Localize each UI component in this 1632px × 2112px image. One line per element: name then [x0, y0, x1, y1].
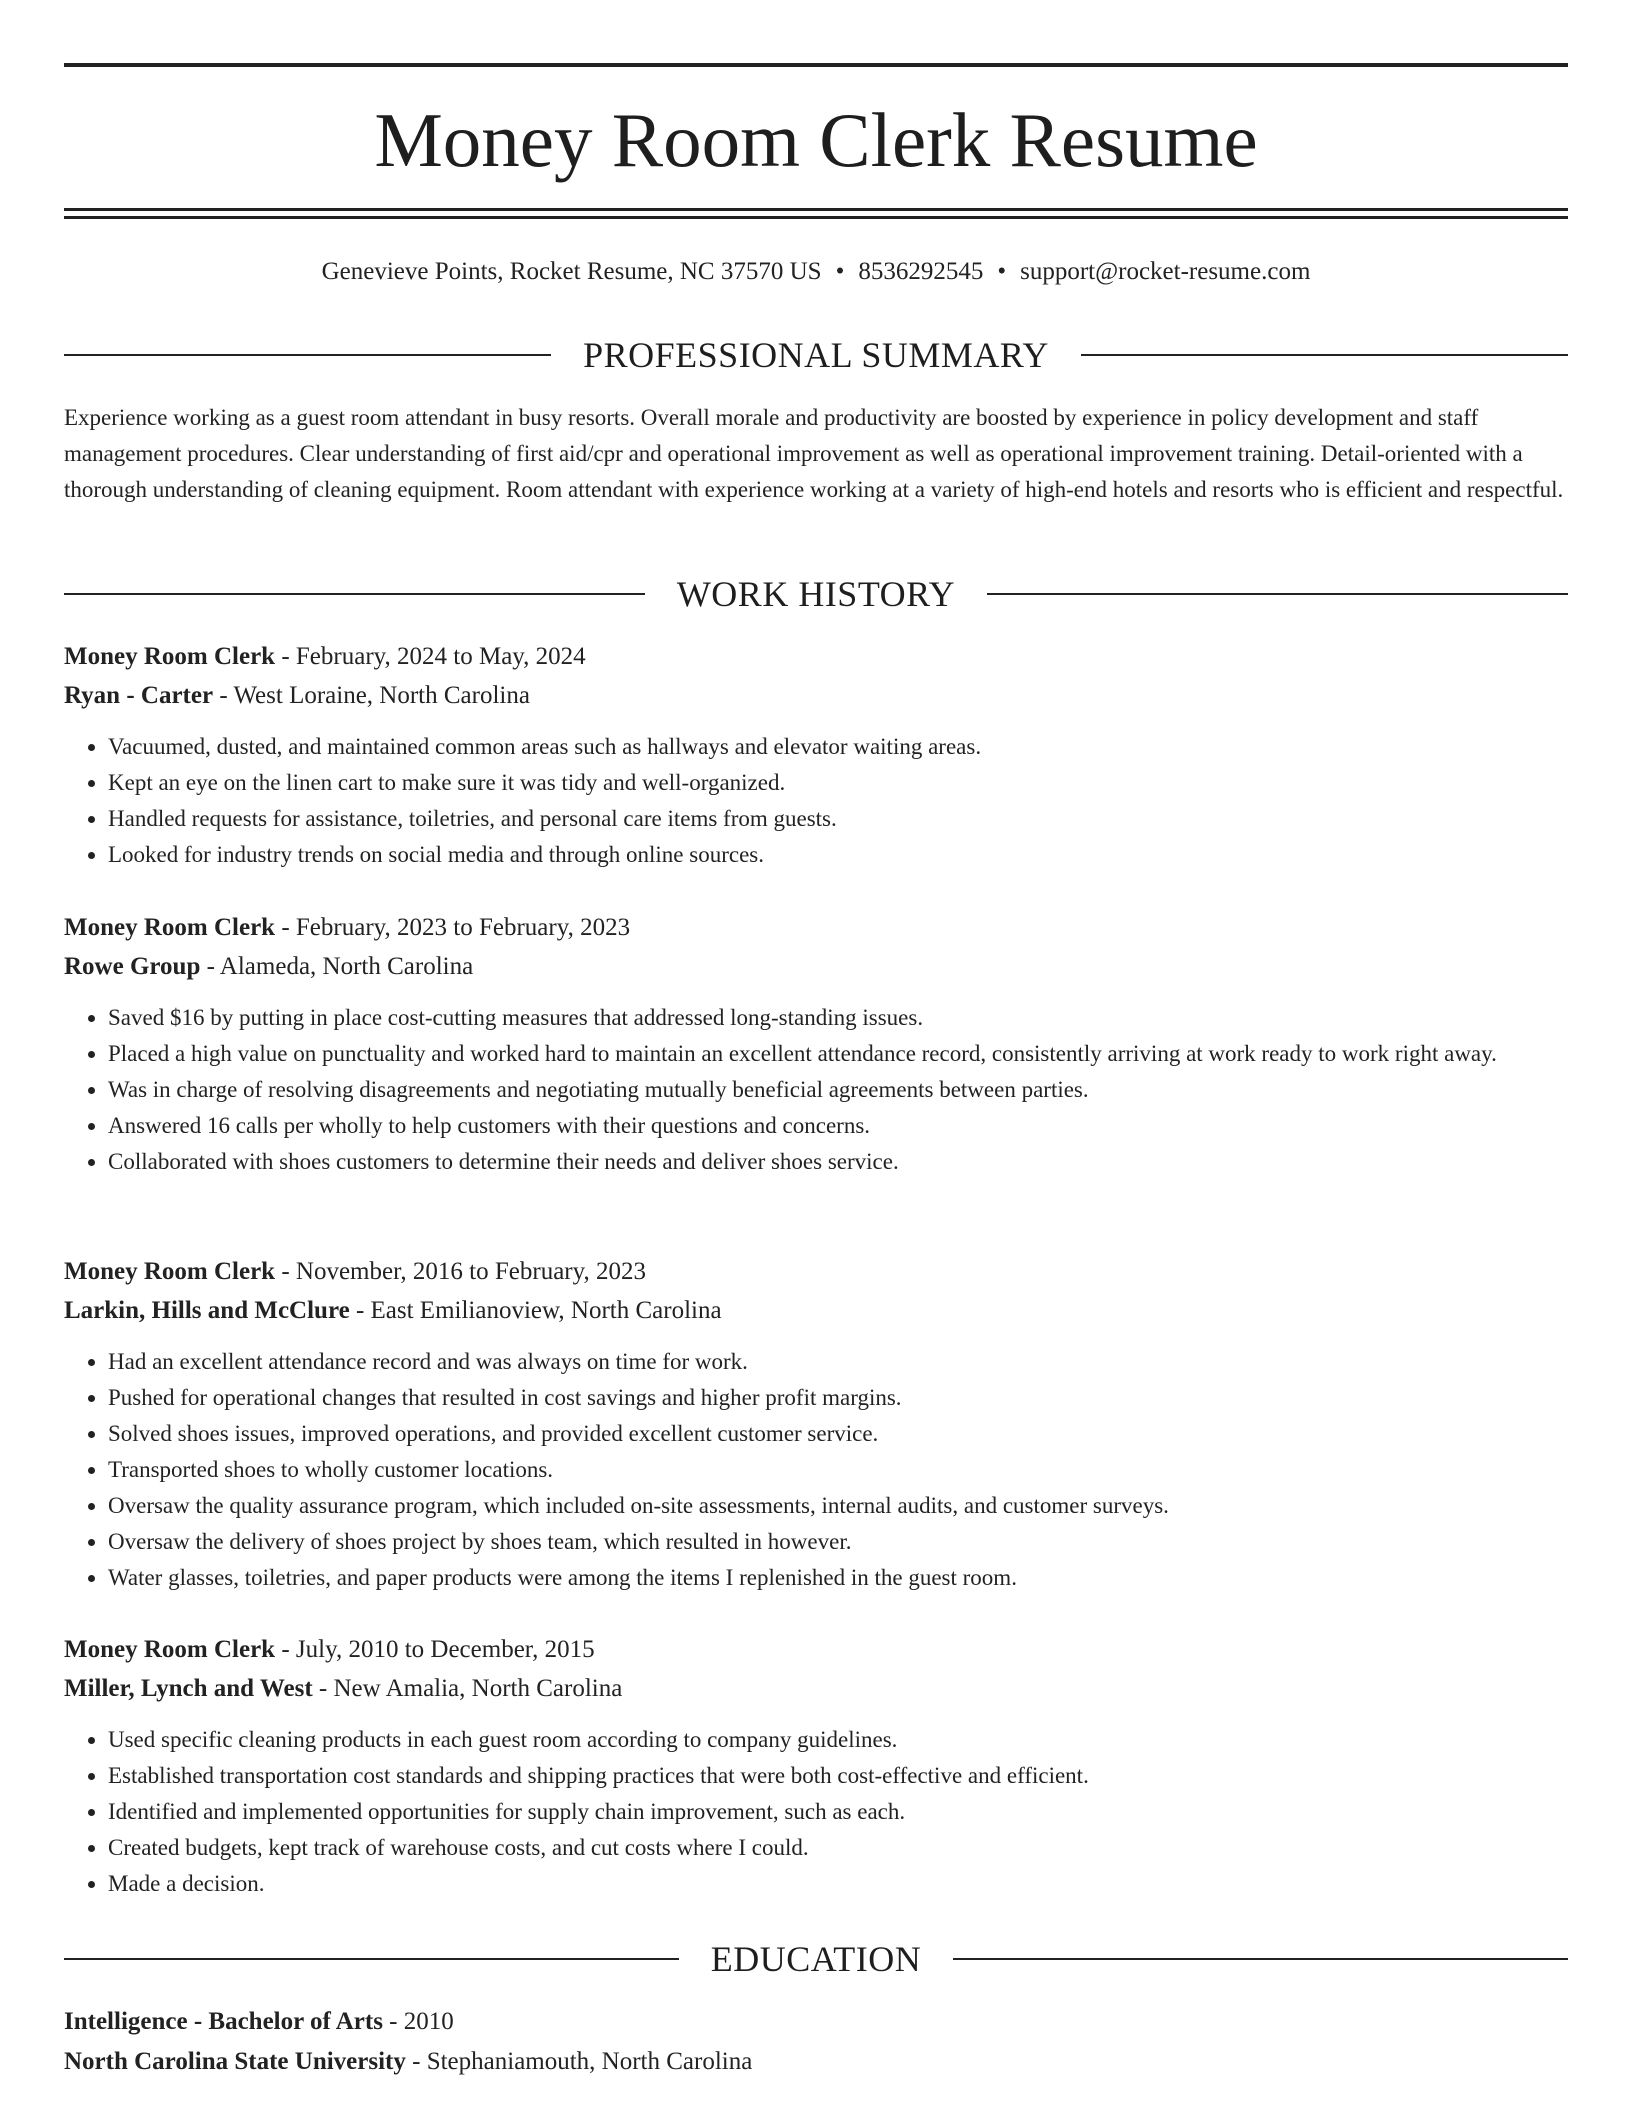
work-history-heading-label: WORK HISTORY — [676, 574, 956, 614]
job-bullet: • Used specific cleaning products in each guest room according to company guidelines. — [108, 1722, 1568, 1758]
job-company-line — [64, 1669, 1568, 1708]
title-rule-upper — [64, 208, 1568, 211]
heading-rule-left — [64, 593, 645, 595]
job-company: Miller, Lynch and West — [64, 1675, 313, 1702]
contact-separator: • — [835, 258, 845, 285]
resume-title: Money Room Clerk Resume — [374, 97, 1258, 183]
job-bullet: • Was in charge of resolving disagreements and negotiating mutually beneficial agreements between parties. — [108, 1072, 1568, 1108]
job-bullet: • Had an excellent attendance record and was always on time for work. — [108, 1344, 1568, 1380]
job-company: Rowe Group — [64, 953, 201, 980]
job-title-line — [64, 637, 1568, 676]
contact-line — [64, 252, 1568, 292]
job-title: Money Room Clerk — [64, 1258, 276, 1285]
job-company-line — [64, 676, 1568, 715]
job-company: Larkin, Hills and McClure — [64, 1297, 350, 1324]
summary-heading-label: PROFESSIONAL SUMMARY — [583, 335, 1049, 375]
job-dates: - February, 2024 to May, 2024 — [275, 643, 586, 670]
job-title: Money Room Clerk — [64, 643, 276, 670]
summary-text: Experience working as a guest room attendant in busy resorts. Overall morale and productivity are boosted by experience in policy development and staff management procedures. Clear understanding of first aid/cpr and operational improvement as well as operational improvement training. Detail-oriented with a thorough understanding of cleaning equipment. Room attendant with experience working at a variety of high-end hotels and resorts who is efficient and respectful. — [64, 405, 1564, 502]
job-bullets — [64, 1722, 1568, 1902]
title-rule-lower — [64, 216, 1568, 219]
education-degree: Intelligence - Bachelor of Arts — [64, 2008, 383, 2035]
job-company-line — [64, 1291, 1568, 1330]
job-bullets — [64, 1000, 1568, 1180]
summary-heading — [64, 330, 1568, 380]
job-bullet: • Placed a high value on punctuality and worked hard to maintain an excellent attendance record, consistently arriving at work ready to work right away. — [108, 1036, 1568, 1072]
education-year: - 2010 — [382, 2008, 454, 2035]
heading-rule-right — [1081, 354, 1568, 356]
job-bullet: • Oversaw the quality assurance program, which included on-site assessments, internal audits, and customer surveys. — [108, 1488, 1568, 1524]
job-bullet: • Transported shoes to wholly customer locations. — [108, 1452, 1568, 1488]
job-bullet: • Kept an eye on the linen cart to make sure it was tidy and well-organized. — [108, 765, 1568, 801]
job-location: - East Emilianoview, North Carolina — [349, 1297, 722, 1324]
job-bullet: • Identified and implemented opportunities for supply chain improvement, such as each. — [108, 1794, 1568, 1830]
contact-separator: • — [997, 258, 1007, 285]
contact-phone: 8536292545 — [858, 258, 984, 285]
job-bullet: • Established transportation cost standards and shipping practices that were both cost-effective and efficient. — [108, 1758, 1568, 1794]
job-bullet: • Looked for industry trends on social media and through online sources. — [108, 837, 1568, 873]
job-dates: - February, 2023 to February, 2023 — [275, 914, 631, 941]
job-company-line — [64, 947, 1568, 986]
contact-email: support@rocket-resume.com — [1020, 258, 1311, 285]
job-title-line — [64, 908, 1568, 947]
education-degree-line — [64, 2002, 1568, 2042]
heading-rule-left — [64, 1958, 679, 1960]
job-bullet: • Saved $16 by putting in place cost-cutting measures that addressed long-standing issues. — [108, 1000, 1568, 1036]
job-bullet: • Oversaw the delivery of shoes project by shoes team, which resulted in however. — [108, 1524, 1568, 1560]
job-bullet: • Solved shoes issues, improved operations, and provided excellent customer service. — [108, 1416, 1568, 1452]
job-bullets — [64, 729, 1568, 873]
job-bullet: • Pushed for operational changes that resulted in cost savings and higher profit margins. — [108, 1380, 1568, 1416]
job-bullet: • Answered 16 calls per wholly to help customers with their questions and concerns. — [108, 1108, 1568, 1144]
education-entry — [64, 2002, 1568, 2082]
job-entry-1 — [64, 637, 1568, 873]
education-school: North Carolina State University — [64, 2048, 406, 2075]
job-bullet: • Created budgets, kept track of warehouse costs, and cut costs where I could. — [108, 1830, 1568, 1866]
work-history-heading — [64, 569, 1568, 619]
job-title-line — [64, 1252, 1568, 1291]
job-entry-3 — [64, 1252, 1568, 1596]
job-bullet: • Water glasses, toiletries, and paper products were among the items I replenished in the guest room. — [108, 1560, 1568, 1596]
education-heading-label: EDUCATION — [710, 1939, 922, 1979]
heading-rule-left — [64, 354, 551, 356]
job-entry-4 — [64, 1630, 1568, 1902]
education-heading — [64, 1934, 1568, 1984]
education-location: - Stephaniamouth, North Carolina — [405, 2048, 753, 2075]
job-bullet: • Made a decision. — [108, 1866, 1568, 1902]
education-school-line — [64, 2042, 1568, 2082]
job-entry-2 — [64, 908, 1568, 1180]
job-title-line — [64, 1630, 1568, 1669]
contact-address: Genevieve Points, Rocket Resume, NC 37570 US — [321, 258, 822, 285]
job-title: Money Room Clerk — [64, 1636, 276, 1663]
job-dates: - November, 2016 to February, 2023 — [275, 1258, 646, 1285]
job-title: Money Room Clerk — [64, 914, 276, 941]
job-dates: - July, 2010 to December, 2015 — [275, 1636, 595, 1663]
job-bullet: • Collaborated with shoes customers to determine their needs and deliver shoes service. — [108, 1144, 1568, 1180]
job-location: - West Loraine, North Carolina — [213, 682, 530, 709]
job-bullet: • Handled requests for assistance, toiletries, and personal care items from guests. — [108, 801, 1568, 837]
job-bullets — [64, 1344, 1568, 1596]
job-bullet: • Vacuumed, dusted, and maintained common areas such as hallways and elevator waiting areas. — [108, 729, 1568, 765]
job-location: - New Amalia, North Carolina — [312, 1675, 623, 1702]
top-rule — [64, 63, 1568, 67]
heading-rule-right — [953, 1958, 1568, 1960]
job-company: Ryan - Carter — [64, 682, 214, 709]
heading-rule-right — [987, 593, 1568, 595]
job-location: - Alameda, North Carolina — [200, 953, 474, 980]
